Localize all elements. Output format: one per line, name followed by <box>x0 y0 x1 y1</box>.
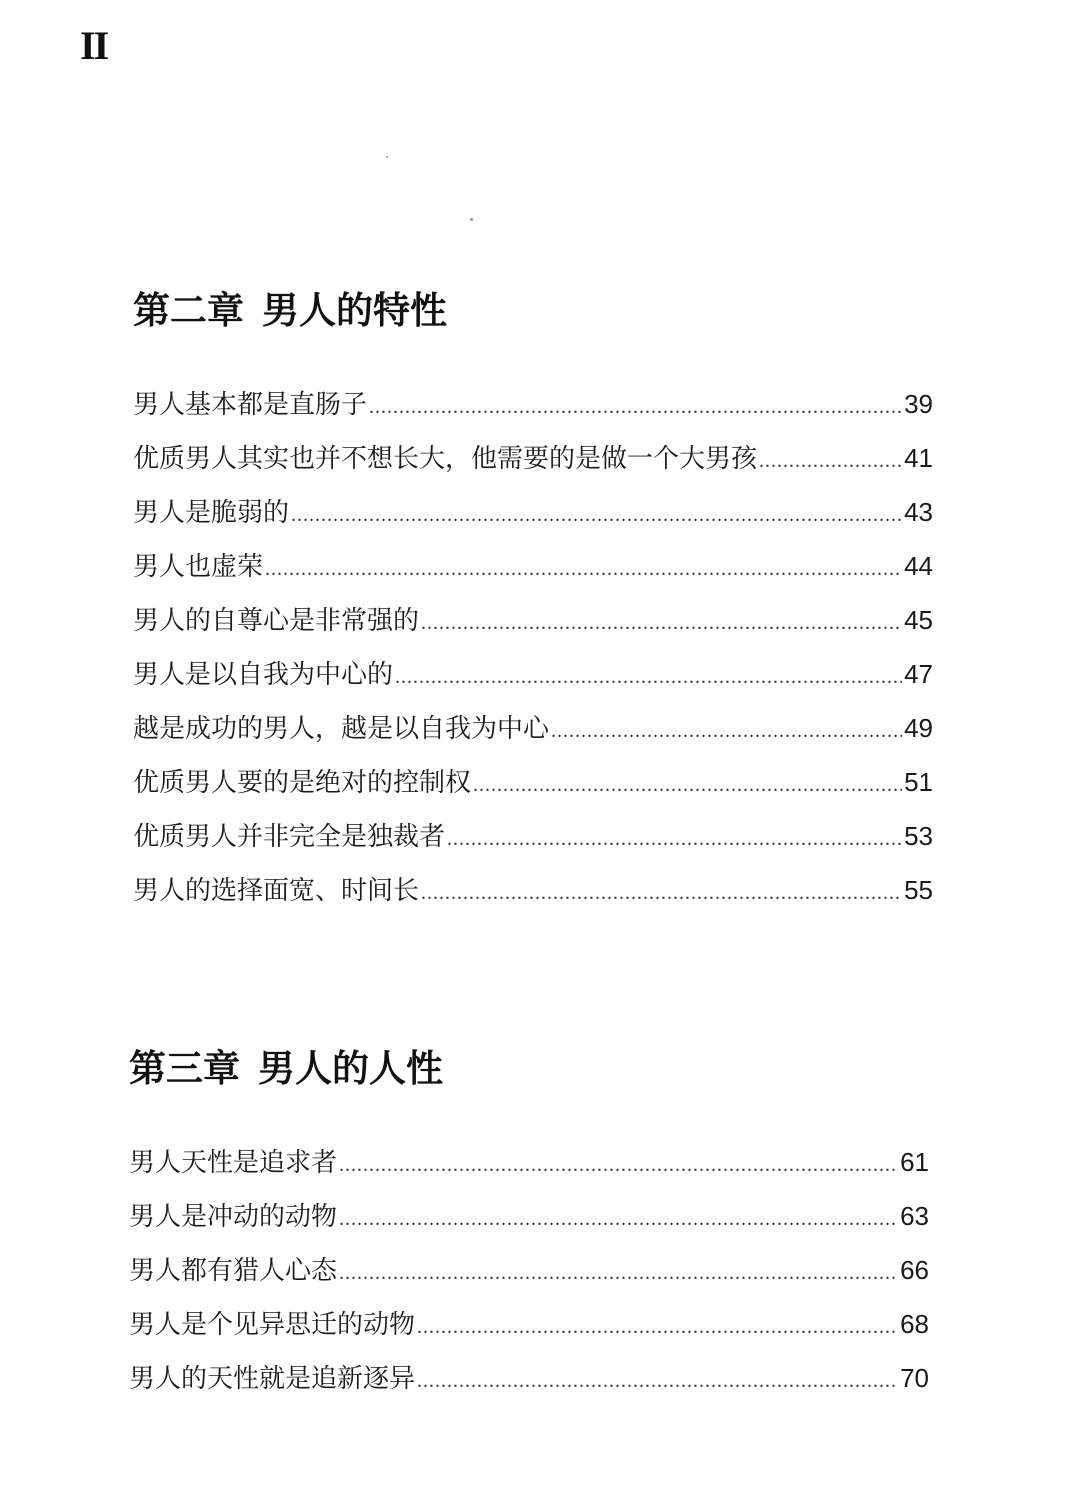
toc-entry[interactable] <box>133 661 933 715</box>
toc-entry-page: 39 <box>904 389 933 419</box>
toc-entry-page: 49 <box>904 713 933 743</box>
toc-entry-title: 男人是以自我为中心的 <box>133 660 394 690</box>
chapter-label: 第二章 <box>133 289 244 332</box>
toc-entry-title: 男人基本都是直肠子 <box>133 390 368 420</box>
toc-entry-page: 43 <box>904 497 933 527</box>
toc-entry[interactable] <box>133 715 933 769</box>
toc-entry-title: 优质男人要的是绝对的控制权 <box>133 768 472 798</box>
chapter-label: 第三章 <box>129 1047 240 1090</box>
chapter-three <box>129 1047 929 1419</box>
toc-list <box>129 1149 929 1419</box>
dot-leader <box>417 1317 898 1337</box>
toc-entry-title: 优质男人并非完全是独裁者 <box>133 822 446 852</box>
chapter-title: 男人的人性 <box>258 1047 443 1090</box>
toc-entry[interactable] <box>133 445 933 499</box>
toc-entry-page: 53 <box>904 821 933 851</box>
toc-entry[interactable] <box>129 1311 929 1365</box>
toc-entry[interactable] <box>133 499 933 553</box>
toc-entry-page: 41 <box>904 443 933 473</box>
dot-leader <box>421 613 902 633</box>
toc-entry-title: 男人都有猎人心态 <box>129 1256 338 1286</box>
toc-entry-title: 男人天性是追求者 <box>129 1148 338 1178</box>
dot-leader <box>265 559 902 579</box>
dot-leader <box>291 505 902 525</box>
toc-entry-title: 男人也虚荣 <box>133 552 264 582</box>
toc-entry[interactable] <box>133 391 933 445</box>
toc-list <box>133 391 933 931</box>
toc-entry-page: 47 <box>904 659 933 689</box>
toc-entry-page: 55 <box>904 875 933 905</box>
scan-speck <box>470 218 473 221</box>
dot-leader <box>339 1209 898 1229</box>
toc-entry[interactable] <box>129 1149 929 1203</box>
dot-leader <box>339 1155 898 1175</box>
toc-entry[interactable] <box>133 607 933 661</box>
toc-entry-title: 男人的自尊心是非常强的 <box>133 606 420 636</box>
toc-entry-page: 45 <box>904 605 933 635</box>
chapter-heading <box>133 289 933 332</box>
toc-entry-title: 男人的天性就是追新逐异 <box>129 1364 416 1394</box>
chapter-title: 男人的特性 <box>262 289 447 332</box>
toc-entry[interactable] <box>129 1257 929 1311</box>
toc-entry-title: 男人是个见异思迁的动物 <box>129 1310 416 1340</box>
toc-entry-page: 68 <box>900 1309 929 1339</box>
toc-entry[interactable] <box>133 877 933 931</box>
toc-entry[interactable] <box>129 1203 929 1257</box>
toc-entry-page: 70 <box>900 1363 929 1393</box>
toc-entry[interactable] <box>133 553 933 607</box>
dot-leader <box>417 1371 898 1391</box>
dot-leader <box>421 883 902 903</box>
toc-entry[interactable] <box>133 769 933 823</box>
toc-entry-page: 44 <box>904 551 933 581</box>
dot-leader <box>369 397 902 417</box>
toc-entry-title: 优质男人其实也并不想长大，他需要的是做一个大男孩 <box>133 444 758 474</box>
toc-entry-page: 61 <box>900 1147 929 1177</box>
toc-entry-title: 男人是脆弱的 <box>133 498 290 528</box>
dot-leader <box>447 829 902 849</box>
dot-leader <box>395 667 902 687</box>
dot-leader <box>473 775 902 795</box>
toc-entry-title: 越是成功的男人，越是以自我为中心 <box>133 714 550 744</box>
dot-leader <box>759 451 902 471</box>
toc-entry-title: 男人的选择面宽、时间长 <box>133 876 420 906</box>
chapter-two <box>133 289 933 931</box>
toc-entry-page: 66 <box>900 1255 929 1285</box>
chapter-heading <box>129 1047 929 1090</box>
toc-entry-page: 63 <box>900 1201 929 1231</box>
page-number: II <box>80 23 108 68</box>
toc-entry[interactable] <box>129 1365 929 1419</box>
dot-leader <box>339 1263 898 1283</box>
dot-leader <box>551 721 902 741</box>
toc-entry-page: 51 <box>904 767 933 797</box>
toc-entry[interactable] <box>133 823 933 877</box>
toc-entry-title: 男人是冲动的动物 <box>129 1202 338 1232</box>
scan-speck <box>386 156 388 158</box>
